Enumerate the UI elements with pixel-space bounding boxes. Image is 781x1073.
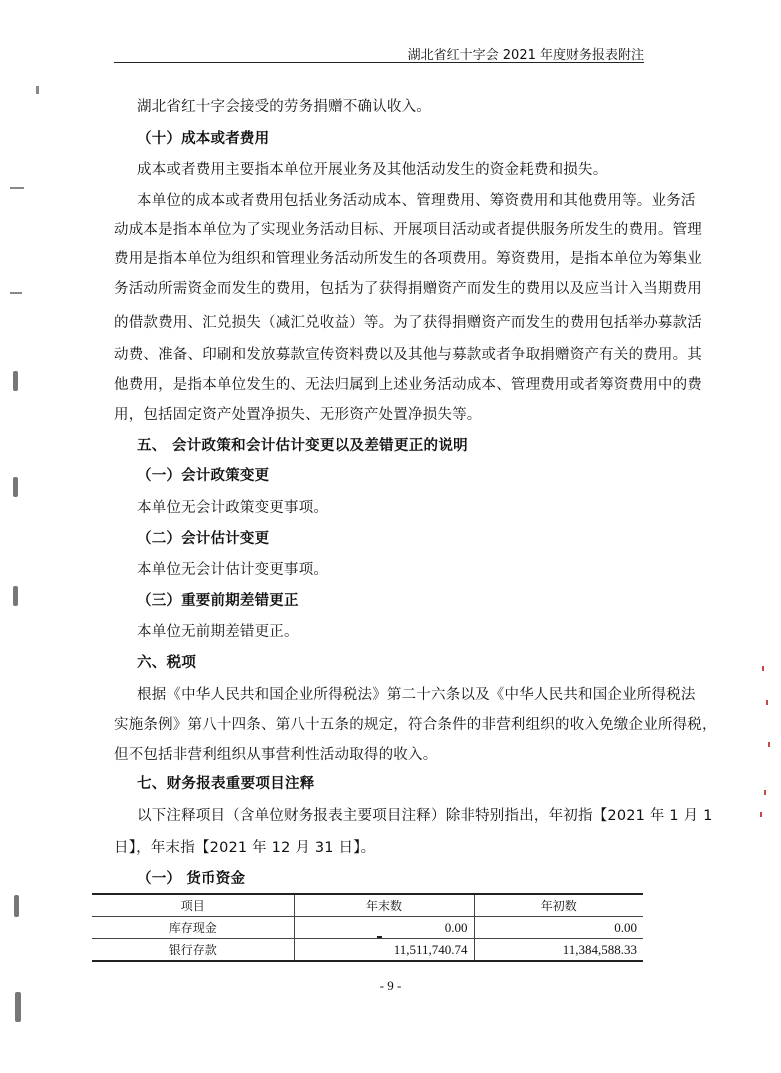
page-number: - 9 - [379,978,402,993]
row-label: 库存现金 [92,917,294,939]
text-estimate-change: 本单位无会计估计变更事项。 [137,562,329,578]
header-title: 湖北省红十字会 2021 年度财务报表附注 [407,48,644,63]
scan-speck [760,812,762,817]
binding-mark [15,992,21,1022]
scan-speck [766,700,768,705]
scan-speck [762,666,764,671]
paragraph-labor-donation: 湖北省红十字会接受的劳务捐赠不确认收入。 [137,99,431,115]
text-policy-change: 本单位无会计政策变更事项。 [137,500,329,516]
binding-mark [10,292,22,294]
cash-table [92,893,643,962]
cell-year-begin: 11,384,588.33 [474,939,643,962]
paragraph-notes-line: 日】，年末指【2021 年 12 月 31 日】。 [114,840,376,856]
table-row [92,939,643,962]
table-row [92,917,643,939]
heading-costs-expenses: （十）成本或者费用 [137,131,270,147]
binding-mark [13,371,18,391]
paragraph-cost-definition: 成本或者费用主要指本单位开展业务及其他活动发生的资金耗费和损失。 [137,162,608,178]
paragraph-cost-detail-line: 务活动所需资金而发生的费用，包括为了获得捐赠资产而发生的费用以及应当计入当期费用 [114,281,702,297]
paragraph-cost-detail-line: 的借款费用、汇兑损失（减汇兑收益）等。为了获得捐赠资产而发生的费用包括举办募款活 [114,315,702,331]
scan-mark [377,936,382,938]
heading-cash-funds: （一） 货币资金 [137,871,246,887]
column-header-year-begin: 年初数 [474,894,643,917]
paragraph-cost-detail-line: 动费、准备、印刷和发放募款宣传资料费以及其他与募款或者争取捐赠资产有关的费用。其 [114,347,702,363]
heading-section-7-notes: 七、财务报表重要项目注释 [137,776,315,792]
heading-section-6-tax: 六、税项 [137,655,197,671]
binding-mark [13,586,18,606]
cell-year-begin: 0.00 [474,917,643,939]
paragraph-notes-line: 以下注释项目（含单位财务报表主要项目注释）除非特别指出，年初指【2021 年 1 月 1 [137,808,713,824]
paragraph-cost-detail-line: 本单位的成本或者费用包括业务活动成本、管理费用、筹资费用和其他费用等。业务活 [137,193,696,209]
heading-section-5: 五、 会计政策和会计估计变更以及差错更正的说明 [137,438,468,454]
binding-mark [14,895,19,917]
text-error-correction: 本单位无前期差错更正。 [137,624,299,640]
column-header-year-end: 年末数 [294,894,474,917]
cell-year-end: 11,511,740.74 [294,939,474,962]
heading-policy-change: （一）会计政策变更 [137,468,270,484]
binding-mark [36,86,39,94]
paragraph-tax-line: 实施条例》第八十四条、第八十五条的规定，符合条件的非营利组织的收入免缴企业所得税， [114,717,717,733]
paragraph-cost-detail-line: 用，包括固定资产处置净损失、无形资产处置净损失等。 [114,407,482,423]
paragraph-tax-line: 根据《中华人民共和国企业所得税法》第二十六条以及《中华人民共和国企业所得税法 [137,687,696,703]
scan-speck [768,742,770,747]
cell-year-end: 0.00 [294,917,474,939]
paragraph-cost-detail-line: 动成本是指本单位为了实现业务活动目标、开展项目活动或者提供服务所发生的费用。管理 [114,222,702,238]
scan-speck [764,790,766,795]
heading-estimate-change: （二）会计估计变更 [137,531,270,547]
paragraph-cost-detail-line: 他费用，是指本单位发生的、无法归属到上述业务活动成本、管理费用或者筹资费用中的费 [114,377,702,393]
header-rule [114,62,644,63]
heading-error-correction: （三）重要前期差错更正 [137,593,299,609]
table-header-row [92,894,643,917]
binding-mark [13,477,18,497]
row-label: 银行存款 [92,939,294,962]
paragraph-cost-detail-line: 费用是指本单位为组织和管理业务活动所发生的各项费用。筹资费用，是指本单位为筹集业 [114,251,702,267]
binding-mark [10,187,24,189]
column-header-item: 项目 [92,894,294,917]
paragraph-tax-line: 但不包括非营利组织从事营利性活动取得的收入。 [114,747,438,763]
